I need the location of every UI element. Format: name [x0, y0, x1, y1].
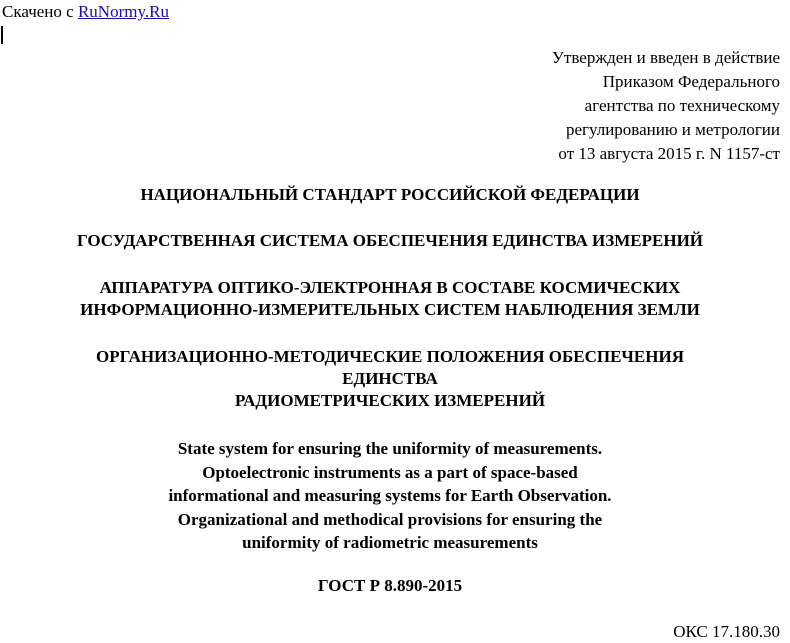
text-cursor — [1, 26, 3, 44]
approval-line: регулированию и метрологии — [565, 120, 780, 139]
title-line: АППАРАТУРА ОПТИКО-ЭЛЕКТРОННАЯ В СОСТАВЕ КОСМИЧЕСКИХ — [99, 278, 681, 297]
english-title-line: Organizational and methodical provisions for ensuring the — [177, 509, 603, 529]
apparatus-title — [0, 277, 780, 321]
english-title-line: uniformity of radiometric measurements — [242, 533, 538, 552]
approval-block — [552, 46, 780, 166]
title-line: НАЦИОНАЛЬНЫЙ СТАНДАРТ РОССИЙСКОЙ ФЕДЕРАЦИИ — [140, 185, 640, 204]
oks-code: ОКС 17.180.30 — [673, 622, 780, 641]
english-title-line: informational and measuring systems for Earth Observation. — [168, 486, 612, 505]
provisions-title — [0, 346, 780, 412]
english-title — [0, 437, 780, 555]
english-title-line: Optoelectronic instruments as a part of space-based — [202, 462, 578, 482]
source-link[interactable]: RuNormy.Ru — [77, 2, 169, 21]
state-system-title — [0, 230, 780, 252]
approval-line: Приказом Федерального — [602, 72, 780, 91]
approval-line: от 13 августа 2015 г. N 1157-ст — [558, 144, 780, 163]
title-line: ОРГАНИЗАЦИОННО-МЕТОДИЧЕСКИЕ ПОЛОЖЕНИЯ ОБЕСПЕЧЕНИЯ — [96, 347, 684, 366]
english-title-line: State system for ensuring the uniformity of measurements. — [177, 439, 603, 458]
national-standard-title — [0, 184, 780, 206]
title-line: ГОСУДАРСТВЕННАЯ СИСТЕМА ОБЕСПЕЧЕНИЯ ЕДИНСТВА ИЗМЕРЕНИЙ — [76, 231, 704, 250]
title-line: РАДИОМЕТРИЧЕСКИХ ИЗМЕРЕНИЙ — [234, 391, 546, 410]
gost-number: ГОСТ Р 8.890-2015 — [317, 576, 463, 595]
source-prefix: Скачено с — [2, 2, 78, 21]
source-line — [2, 2, 169, 22]
approval-line: агентства по техническому — [584, 96, 780, 115]
title-line: ИНФОРМАЦИОННО-ИЗМЕРИТЕЛЬНЫХ СИСТЕМ НАБЛЮДЕНИЯ ЗЕМЛИ — [80, 300, 700, 319]
title-line: ЕДИНСТВА — [342, 369, 438, 388]
approval-line: Утвержден и введен в действие — [551, 48, 780, 67]
